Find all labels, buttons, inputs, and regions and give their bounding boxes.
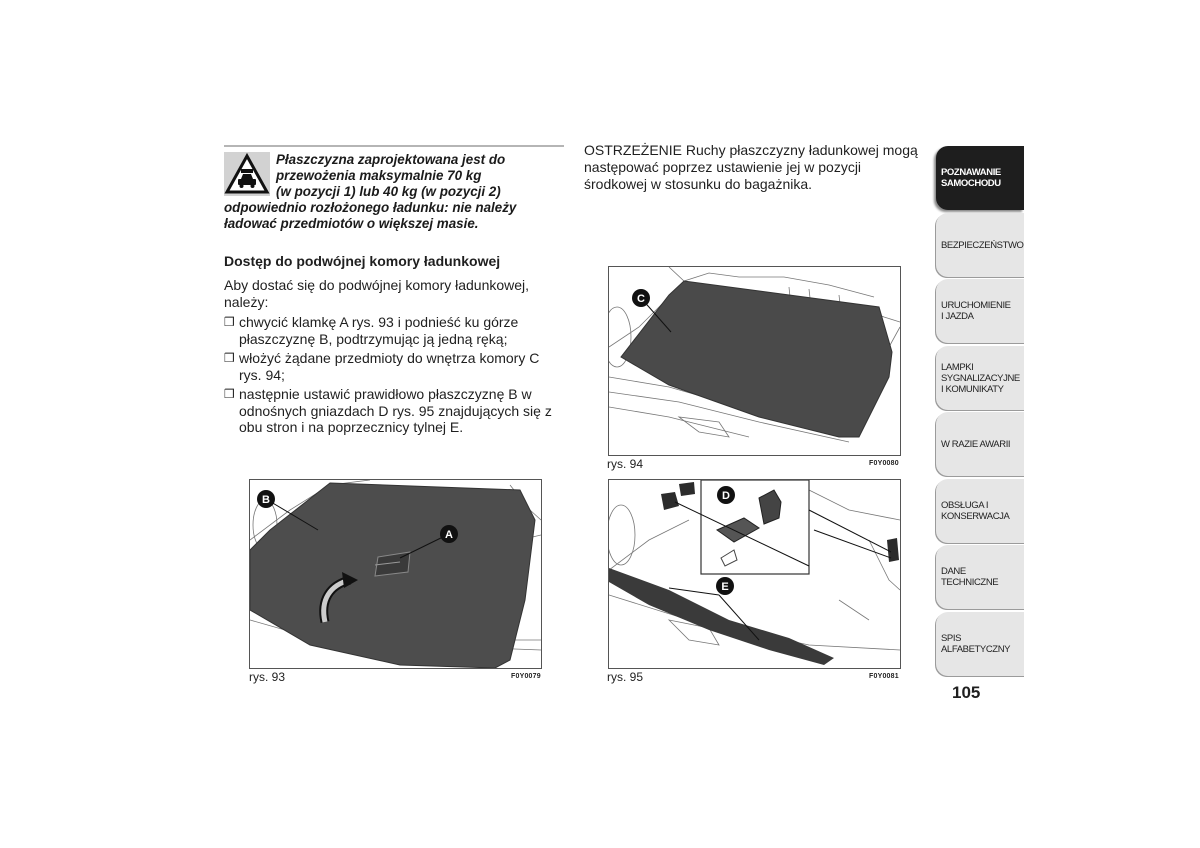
caution-paragraph: OSTRZEŻENIE Ruchy płaszczyzny ładunkowej mogą następować poprzez ustawienie jej w pozycji środkowej w stosunku do bagażnika. <box>584 142 918 192</box>
warning-line: przewożenia maksymalnie 70 kg <box>276 168 482 183</box>
tab-dane-techniczne[interactable] <box>936 545 1024 609</box>
tab-label: BEZPIECZEŃSTWO <box>941 239 1024 251</box>
figure-94 <box>608 266 901 456</box>
tab-bezpieczenstwo[interactable] <box>936 213 1024 277</box>
tab-label: LAMPKI SYGNALIZACYJNE I KOMUNIKATY <box>941 361 1020 395</box>
warning-line: ładować przedmiotów o większej masie. <box>224 216 479 231</box>
section-heading: Dostęp do podwójnej komory ładunkowej <box>224 253 501 269</box>
warning-line: odpowiednio rozłożonego ładunku: nie należy <box>224 200 517 215</box>
figure-93 <box>249 479 542 669</box>
tab-label: URUCHOMIENIE I JAZDA <box>941 300 1011 322</box>
tab-label: DANE TECHNICZNE <box>941 566 999 588</box>
list-item-text: chwycić klamkę A rys. 93 i podnieść ku górze płaszczyznę B, podtrzymując ją jedną ręką; <box>239 314 519 347</box>
warning-line: Płaszczyzna zaprojektowana jest do <box>276 152 506 167</box>
figure-95-caption: rys. 95 <box>607 670 644 684</box>
list-item <box>224 386 559 436</box>
figure-93-code: F0Y0079 <box>511 673 541 680</box>
tab-uruchomienie-i-jazda[interactable] <box>936 279 1024 343</box>
list-item <box>224 314 559 347</box>
page-number: 105 <box>952 683 981 702</box>
warning-text <box>224 152 559 232</box>
callout-a-label: A <box>445 529 453 541</box>
warning-line: (w pozycji 1) lub 40 kg (w pozycji 2) <box>276 184 501 199</box>
tab-label: OBSŁUGA I KONSERWACJA <box>941 500 1010 522</box>
figure-94-code: F0Y0080 <box>869 460 899 467</box>
figure-94-illustration <box>609 267 900 455</box>
tab-w-razie-awarii[interactable] <box>936 412 1024 476</box>
tab-label: SPIS ALFABETYCZNY <box>941 633 1011 655</box>
checkbox-bullet-icon: ❒ <box>224 351 235 365</box>
list-item <box>224 350 559 383</box>
figure-93-illustration <box>250 480 541 668</box>
warning-divider <box>224 145 564 147</box>
tab-lampki-sygnalizacyjne[interactable] <box>936 346 1024 410</box>
figure-94-caption: rys. 94 <box>607 457 644 471</box>
checkbox-bullet-icon: ❒ <box>224 315 235 329</box>
figure-95 <box>608 479 901 669</box>
list-item-text: następnie ustawić prawidłowo płaszczyznę B w odnośnych gniazdach D rys. 95 znajdujących się z obu stron i na poprzecznicy tylnej E. <box>239 386 552 435</box>
section-intro: Aby dostać się do podwójnej komory ładunkowej, należy: <box>224 277 530 310</box>
figure-95-code: F0Y0081 <box>869 673 899 680</box>
tab-label: POZNAWANIE SAMOCHODU <box>941 167 1001 189</box>
callout-d-label: D <box>722 490 730 502</box>
checkbox-bullet-icon: ❒ <box>224 387 235 401</box>
figure-93-caption: rys. 93 <box>249 670 286 684</box>
tab-obsluga-i-konserwacja[interactable] <box>936 479 1024 543</box>
callout-c-label: C <box>637 293 645 305</box>
tab-label: W RAZIE AWARII <box>941 438 1011 450</box>
tab-poznawanie-samochodu[interactable] <box>936 146 1024 210</box>
list-item-text: włożyć żądane przedmioty do wnętrza komory C rys. 94; <box>239 350 540 383</box>
tab-spis-alfabetyczny[interactable] <box>936 612 1024 676</box>
instruction-list <box>224 314 559 439</box>
callout-e-label: E <box>721 581 729 593</box>
figure-95-illustration <box>609 480 900 668</box>
callout-b-label: B <box>262 494 270 506</box>
